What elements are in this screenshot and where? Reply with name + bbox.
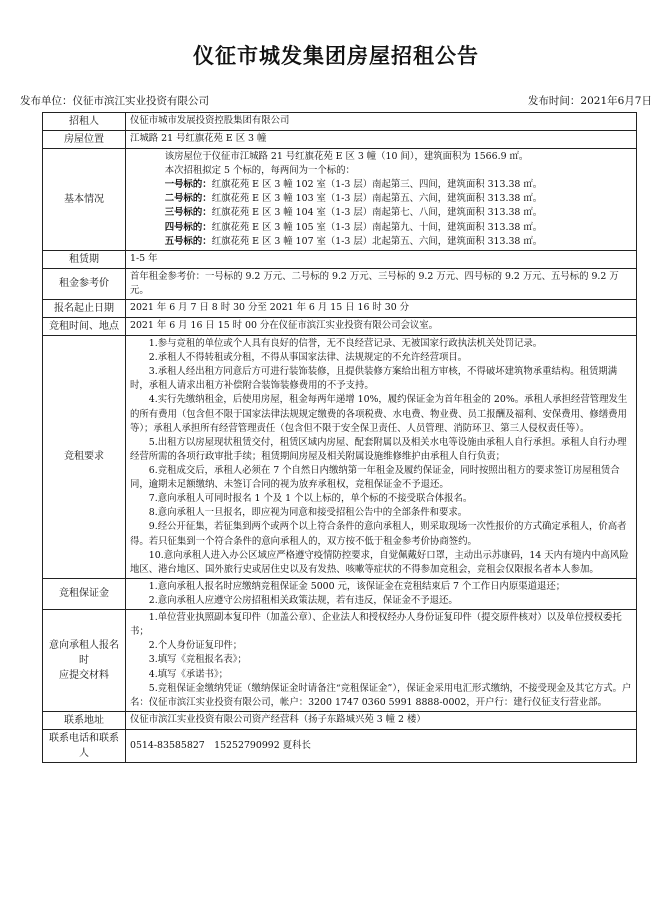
requirement-item: 6.竞租成交后，承租人必须在 7 个自然日内缴纳第一年租金及履约保证金，同时按照出租方的要求签订房屋租赁合同，逾期未足额缴纳、未签订合同的视为放弃承租权，竞租保证金不予退还。: [130, 464, 620, 491]
row-term: [43, 250, 637, 268]
material-item: 2.个人身份证复印件；: [148, 640, 243, 652]
material-item: 3.填写《竞租报名表》；: [148, 654, 247, 666]
lot-1-text: 红旗花苑 E 区 3 幢 102 室（1-3 层）南起第三、四间，建筑面积 313.38 ㎡。: [211, 179, 543, 191]
label-phone: 联系电话和联系人: [43, 729, 126, 762]
deposit-item: 1.意向承租人报名时应缴纳竞租保证金 5000 元，该保证金在竞租结束后 7 个工作日内原渠道退还；: [148, 580, 566, 592]
row-deposit: [43, 578, 637, 609]
value-deposit: [126, 578, 637, 609]
lot-3-text: 红旗花苑 E 区 3 幢 104 室（1-3 层）南起第七、八间，建筑面积 313.38 ㎡。: [211, 207, 543, 219]
requirement-item: 9.经公开征集，若征集到两个或两个以上符合条件的意向承租人，则采取现场一次性报价的方式确定承租人，价高者得。若只征集到一个符合条件的意向承租人的，双方按不低于租金参考价协商签约。: [130, 521, 627, 547]
lot-3-name: 三号标的：: [164, 207, 212, 219]
basic-intro-2: 本次招租拟定 5 个标的，每两间为一个标的：: [164, 165, 355, 177]
row-materials: [43, 610, 637, 712]
notice-title: 仪征市城发集团房屋招租公告: [193, 43, 479, 68]
material-item: 4.填写《承诺书》；: [148, 668, 229, 680]
label-requirements: 竞租要求: [43, 335, 126, 578]
material-item: 1.单位营业执照副本复印件（加盖公章）、企业法人和授权经办人身份证复印件（提交原件核对）以及单位授权委托书；: [130, 612, 622, 638]
publish-time: 发布时间：2021年6月7日: [527, 95, 652, 107]
requirement-item: 1.参与竞租的单位或个人具有良好的信誉，无不良经营记录、无被国家行政执法机关处罚记录。: [148, 337, 543, 349]
material-item: 5.竞租保证金缴纳凭证（缴纳保证金时请备注“竞租保证金”），保证金采用电汇形式缴纳，不接受现金及其它方式。户名：仪征市滨江实业投资有限公司，帐户：3200 1747 0360 5991 8888-0002，开户行：建行仪征支行营业部。: [130, 682, 632, 708]
row-bidtime: [43, 317, 637, 335]
row-reference: [43, 268, 637, 299]
lot-1-name: 一号标的：: [164, 179, 212, 191]
label-basic: 基本情况: [43, 149, 126, 251]
label-bidtime: 竞租时间、地点: [43, 317, 126, 335]
label-renter: 招租人: [43, 113, 126, 131]
label-location: 房屋位置: [43, 131, 126, 149]
label-reference: 租金参考价: [43, 268, 126, 299]
lot-5: [146, 235, 632, 249]
value-basic: [126, 149, 637, 251]
notice-table: [42, 112, 637, 763]
row-location: [43, 131, 637, 149]
row-phone: [43, 729, 637, 762]
value-renter: 仪征市城市发展投资控股集团有限公司: [126, 113, 637, 131]
value-bidtime: 2021 年 6 月 16 日 15 时 00 分在仪征市滨江实业投资有限公司会议室。: [126, 317, 637, 335]
value-signup: 2021 年 6 月 7 日 8 时 30 分至 2021 年 6 月 15 日 16 时 30 分: [126, 299, 637, 317]
value-phone: 0514-83585827 15252790992 夏科长: [126, 729, 637, 762]
basic-intro-1: 该房屋位于仪征市江城路 21 号红旗花苑 E 区 3 幢（10 间），建筑面积为 1566.9 ㎡。: [164, 151, 529, 162]
value-reference: 首年租金参考价：一号标的 9.2 万元、二号标的 9.2 万元、三号标的 9.2 万元、四号标的 9.2 万元、五号标的 9.2 万元。: [126, 268, 637, 299]
label-deposit: 竞租保证金: [43, 578, 126, 609]
lot-5-text: 红旗花苑 E 区 3 幢 107 室（1-3 层）北起第五、六间，建筑面积 313.38 ㎡。: [211, 235, 543, 247]
row-renter: [43, 113, 637, 131]
label-materials: [43, 610, 126, 712]
publisher: 发布单位：仪征市滨江实业投资有限公司: [20, 95, 209, 107]
requirement-item: 7.意向承租人可同时报名 1 个及 1 个以上标的，单个标的不接受联合体报名。: [148, 493, 473, 505]
lot-3: [146, 206, 632, 220]
row-requirements: [43, 335, 637, 578]
label-address: 联系地址: [43, 711, 126, 729]
lot-2-text: 红旗花苑 E 区 3 幢 103 室（1-3 层）南起第五、六间，建筑面积 313.38 ㎡。: [211, 193, 543, 205]
lot-4-text: 红旗花苑 E 区 3 幢 105 室（1-3 层）南起第九、十间，建筑面积 313.38 ㎡。: [211, 221, 543, 233]
requirement-item: 10.意向承租人进入办公区域应严格遵守疫情防控要求，自觉佩戴好口罩，主动出示苏康码，14 天内有境内中高风险地区、港台地区、国外旅行史或居住史以及有发热、咳嗽等症状的不得参加竞租会，竞租会仅限报名者本人参加。: [130, 549, 629, 575]
label-term: 租赁期: [43, 250, 126, 268]
lot-5-name: 五号标的：: [164, 235, 212, 247]
label-materials-line1: 意向承租人报名: [49, 639, 119, 651]
row-basic: [43, 149, 637, 251]
requirement-item: 2.承租人不得转租或分租，不得从事国家法律、法规规定的不允许经营项目。: [148, 352, 468, 364]
lot-2: [146, 192, 632, 206]
requirement-item: 4.实行先缴纳租金，后使用房屋，租金每两年递增 10%，履约保证金为首年租金的 20%。承租人承担经营管理发生的所有费用（包含但不限于国家法律法规规定缴费的各项税费、水电费、物业费、员工报酬及福利、安保费用、修缮费用等）；承租人承担所有经营管理责任（包含但不限于安全保卫责任、人员管理、消防环卫、第三人侵权责任等）。: [130, 394, 628, 434]
label-signup: 报名起止日期: [43, 299, 126, 317]
value-requirements: [126, 335, 637, 578]
requirement-item: 8.意向承租人一旦报名，即应视为同意和接受招租公告中的全部条件和要求。: [148, 507, 468, 519]
lot-1: [146, 178, 632, 192]
lot-2-name: 二号标的：: [164, 193, 212, 205]
label-materials-line2: 时: [79, 654, 89, 666]
row-address: [43, 711, 637, 729]
row-signup: [43, 299, 637, 317]
lot-4-name: 四号标的：: [164, 221, 212, 233]
value-location: 江城路 21 号红旗花苑 E 区 3 幢: [126, 131, 637, 149]
requirement-item: 3.承租人经出租方同意后方可进行装饰装修，且提供装修方案给出租方审核，不得破坏建筑物承重结构。租赁期满时，承租人请求出租方补偿附合装饰装修费用的不予支持。: [130, 366, 618, 392]
lot-4: [146, 221, 632, 235]
value-term: 1-5 年: [126, 250, 637, 268]
deposit-item: 2.意向承租人应遵守公房招租相关政策法规，若有违反，保证金不予退还。: [148, 594, 458, 606]
requirement-item: 5.出租方以房屋现状租赁交付，租赁区域内房屋、配套附属以及相关水电等设施由承租人自行承担。承租人自行办理经营所需的各项行政审批手续；租赁期间房屋及相关附属设施维修维护由承租人自行负责；: [130, 436, 627, 462]
value-address: 仪征市滨江实业投资有限公司资产经营科（扬子东路城兴苑 3 幢 2 楼）: [126, 711, 637, 729]
label-materials-line3: 应提交材料: [59, 669, 109, 681]
value-materials: [126, 610, 637, 712]
